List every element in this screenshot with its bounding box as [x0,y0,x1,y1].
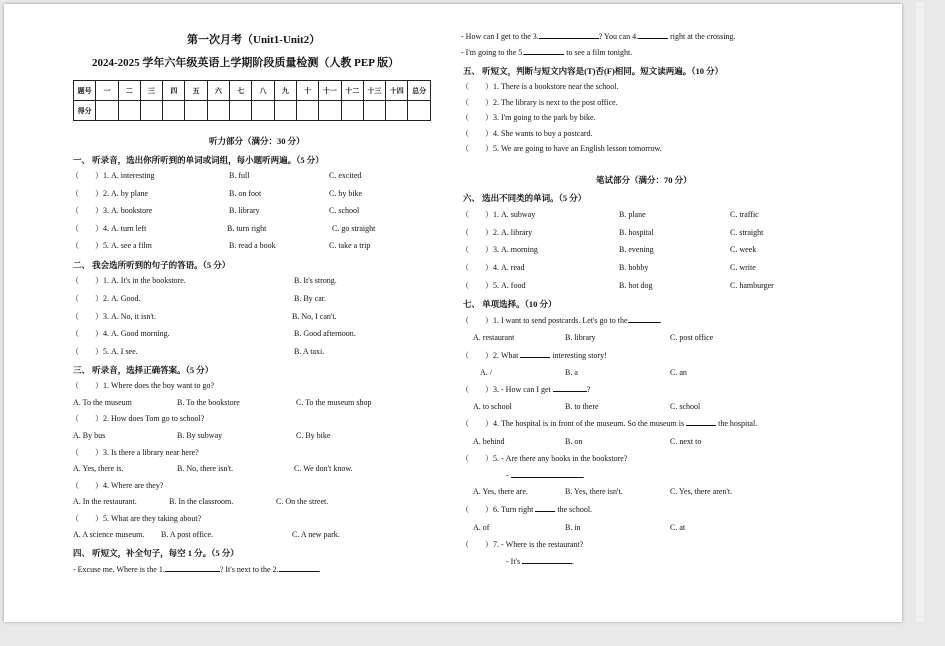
score-table [73,80,431,121]
table-cell: 七 [230,81,252,101]
option-a: （ ）4. A. read [461,263,525,272]
score-input-cell[interactable] [163,101,185,121]
option-b: B. In the classroom. [169,497,234,506]
question-text: （ ）1. I want to send postcards. Let's go to the [461,316,628,325]
option-a: A. / [480,368,492,377]
option-c: C. A new park. [292,530,340,539]
question-text: （ ）4. A. turn left [71,224,147,233]
option-a: （ ）3. A. morning [461,245,538,254]
question-text: - [506,471,509,480]
option-a: A. behind [473,437,505,446]
fill-sentence-2 [461,32,735,42]
question-text: （ ）4. The hospital is in front of the museum. So the museum is [461,419,685,428]
blank[interactable] [522,563,572,564]
option-c: C. We don't know. [294,464,353,473]
score-input-cell[interactable] [363,101,385,121]
option-c: C. next to [670,437,702,446]
option-b: B. A taxi. [294,347,325,356]
option-b: B. hospital [619,228,654,237]
section-6-title: 六、 选出不同类的单词。（5 分） [463,193,587,203]
option-a: A. To the museum [73,398,132,407]
scrollbar-track[interactable] [916,2,924,622]
blank-4[interactable] [638,38,668,39]
blank-3[interactable] [539,38,599,39]
table-cell: 六 [207,81,229,101]
section-7-title: 七、 单项选择。（10 分） [463,299,557,309]
option-a: A. By bus [73,431,106,440]
question-text: （ ）1. Where does the boy want to go? [71,381,215,390]
option-b: B. Yes, there isn't. [565,487,623,496]
option-b: B. To the bookstore [177,398,240,407]
option-c: C. week [730,245,757,254]
option-b: B. on foot [229,189,262,198]
sentence-part: - I'm going to the 5. [461,48,525,57]
sentence-part: ? It's next to the 2. [219,565,279,574]
question-text: （ ）5. A. see a film [71,241,152,250]
table-cell: 八 [252,81,274,101]
blank[interactable] [553,391,587,392]
blank[interactable] [686,425,716,426]
table-cell: 十一 [319,81,341,101]
score-table-score-row [74,101,431,121]
score-input-cell[interactable] [252,101,274,121]
blank[interactable] [535,511,555,512]
score-input-cell[interactable] [207,101,229,121]
judge-item: （ ）2. The library is next to the post office. [461,98,618,107]
option-b: B. hobby [619,263,649,272]
option-b: B. hot dog [619,281,653,290]
option-c: C. at [670,523,686,532]
option-b: B. By subway [177,431,223,440]
option-a: A. Yes, there is. [73,464,124,473]
judge-item: （ ）3. I'm going to the park by bike. [461,113,596,122]
score-input-cell[interactable] [408,101,430,121]
question-text: the hospital. [718,419,758,428]
score-input-cell[interactable] [140,101,162,121]
option-c: C. excited [329,171,362,180]
question-text: . [572,557,575,566]
table-cell: 得分 [74,101,96,121]
sentence-part: - Excuse me. Where is the 1. [73,565,165,574]
table-cell: 题号 [74,81,96,101]
option-b: B. By car. [294,294,326,303]
score-input-cell[interactable] [386,101,408,121]
sentence-part: - How can I get to the 3. [461,32,539,41]
option-b: B. to there [565,402,599,411]
mc-question-7: （ ）7. - Where is the restaurant? [461,540,584,549]
question-text: . [659,316,662,325]
option-a: A. Yes, there are. [473,487,528,496]
sentence-part: . [318,565,321,574]
judge-item: （ ）5. We are going to have an English lesson tomorrow. [461,144,662,153]
section-4-title: 四、 听短文，补全句子，每空 1 分。（5 分） [73,548,239,558]
option-c: C. Yes, there aren't. [670,487,733,496]
fill-sentence-1 [73,565,321,575]
option-c: C. by bike [329,189,363,198]
option-c: C. To the museum shop [296,398,372,407]
question-text: - It's [506,557,521,566]
score-table-header-row [74,81,431,101]
option-c: C. By bike [296,431,331,440]
option-c: C. school [670,402,701,411]
option-b: B. full [229,171,250,180]
vertical-scrollbar[interactable] [910,2,932,622]
question-text: ? [586,385,591,394]
option-c: C. school [329,206,360,215]
score-input-cell[interactable] [296,101,318,121]
table-cell: 四 [163,81,185,101]
table-cell: 十三 [363,81,385,101]
score-input-cell[interactable] [96,101,118,121]
mc-question-5: （ ）5. - Are there any books in the bookstore? [461,454,628,463]
listening-heading: 听力部分（满分：30 分） [209,136,305,146]
score-input-cell[interactable] [319,101,341,121]
section-2-title: 二、 我会选所听到的句子的答语。（5 分） [73,260,231,270]
table-cell: 十 [296,81,318,101]
question-text: the school. [557,505,593,514]
table-cell: 十四 [386,81,408,101]
option-a: （ ）1. A. It's in the bookstore. [71,276,186,285]
question-text: （ ）1. A. interesting [71,171,155,180]
option-a: A. to school [473,402,512,411]
option-b: B. library [565,333,596,342]
written-heading: 笔试部分（满分：70 分） [596,175,692,185]
blank[interactable] [520,357,550,358]
option-a: （ ）2. A. library [461,228,533,237]
score-input-cell[interactable] [274,101,296,121]
exam-title: 第一次月考（Unit1-Unit2） [187,34,321,46]
option-b: B. No, there isn't. [177,464,234,473]
question-text: （ ）3. - How can I get [461,385,551,394]
blank-1[interactable] [165,571,220,572]
table-cell: 总分 [408,81,430,101]
option-c: C. hamburger [730,281,774,290]
option-b: B. on [565,437,583,446]
option-a: （ ）5. A. I see. [71,347,138,356]
question-text: （ ）4. Where are they? [71,481,164,490]
option-b: B. in [565,523,581,532]
option-b: B. a [565,368,578,377]
option-a: （ ）5. A. food [461,281,526,290]
option-a: （ ）1. A. subway [461,210,536,219]
option-c: C. post office [670,333,714,342]
score-input-cell[interactable] [185,101,207,121]
option-a: （ ）2. A. Good. [71,294,141,303]
option-a: A. of [473,523,490,532]
exam-page [4,4,902,622]
option-b: B. turn right [227,224,267,233]
option-c: C. go straight [332,224,376,233]
score-input-cell[interactable] [341,101,363,121]
score-input-cell[interactable] [118,101,140,121]
table-cell: 三 [140,81,162,101]
option-b: B. read a book [229,241,276,250]
option-b: B. No, I can't. [292,312,337,321]
question-text: （ ）5. What are they taking about? [71,514,202,523]
option-b: B. plane [619,210,646,219]
option-b: B. library [229,206,260,215]
sentence-part: to see a film tonight. [566,48,633,57]
blank-2[interactable] [279,571,319,572]
option-b: B. Good afternoon. [294,329,356,338]
table-cell: 二 [118,81,140,101]
option-b: B. evening [619,245,654,254]
blank[interactable] [511,477,583,478]
option-a: （ ）4. A. Good morning. [71,329,170,338]
blank-5[interactable] [524,54,564,55]
mc-question-2 [461,351,607,361]
option-c: C. take a trip [329,241,371,250]
answer-line: - . [506,471,585,480]
section-5-title: 五、 听短文，判断与短文内容是(T)否(F)相同。短文读两遍。（10 分） [463,66,724,76]
question-text: （ ）2. A. by plane [71,189,149,198]
option-a: A. In the restaurant. [73,497,137,506]
table-cell: 九 [274,81,296,101]
question-text: interesting story! [552,351,607,360]
blank[interactable] [628,322,660,323]
judge-item: （ ）1. There is a bookstore near the school. [461,82,619,91]
score-input-cell[interactable] [230,101,252,121]
judge-item: （ ）4. She wants to buy a postcard. [461,129,593,138]
answer-line [506,557,574,567]
question-text: （ ）3. A. bookstore [71,206,153,215]
section-1-title: 一、 听录音，选出你所听到的单词或词组，每小题听两遍。（5 分） [73,155,324,165]
fill-sentence-3 [461,48,632,58]
table-cell: 五 [185,81,207,101]
option-a: A. A science museum. [73,530,145,539]
sentence-part: ? You can 4. [598,32,639,41]
option-a: A. restaurant [473,333,515,342]
mc-question-4 [461,419,757,429]
option-c: C. On the street. [276,497,329,506]
question-text: （ ）3. Is there a library near here? [71,448,199,457]
sentence-part: right at the crossing. [670,32,736,41]
option-a: （ ）3. A. No, it isn't. [71,312,156,321]
option-b: B. A post office. [161,530,214,539]
table-cell: 十二 [341,81,363,101]
option-c: C. straight [730,228,764,237]
exam-subtitle: 2024-2025 学年六年级英语上学期阶段质量检测（人教 PEP 版） [92,57,400,69]
section-3-title: 三、 听录音，选择正确答案。（5 分） [73,365,214,375]
question-text: （ ）6. Turn right [461,505,534,514]
mc-question-1 [461,316,662,326]
option-c: C. write [730,263,756,272]
table-cell: 一 [96,81,118,101]
option-c: C. traffic [730,210,759,219]
option-b: B. It's strong. [294,276,337,285]
mc-question-3 [461,385,590,395]
option-c: C. an [670,368,687,377]
question-text: （ ）2. What [461,351,519,360]
mc-question-6 [461,505,592,515]
question-text: （ ）2. How does Tom go to school? [71,414,205,423]
